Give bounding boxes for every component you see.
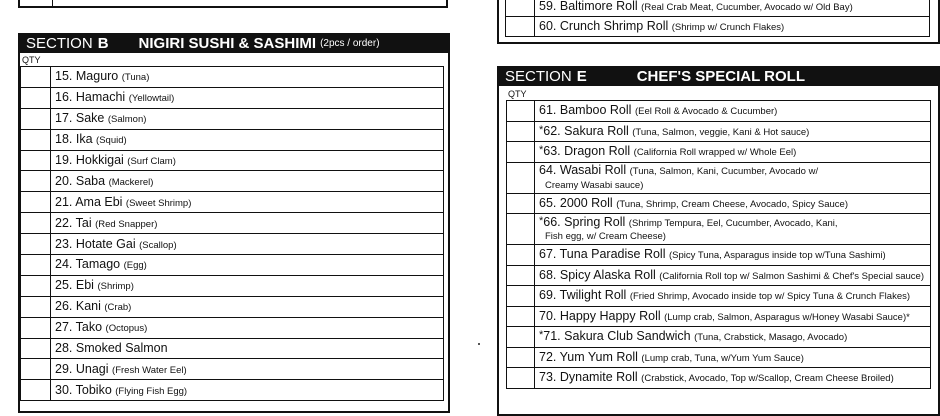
item-description-line2: Fish egg, w/ Cream Cheese) (545, 231, 666, 242)
qty-cell[interactable] (21, 108, 51, 129)
item-number: 64. (539, 163, 557, 178)
item-name: Dragon Roll (564, 144, 631, 159)
item-description: (Surf Clam) (127, 155, 176, 167)
item-number: 65. (539, 195, 557, 210)
item-cell (51, 296, 444, 317)
section_b-row (21, 150, 444, 171)
item-description: (Salmon) (107, 114, 147, 126)
section_e-row (507, 245, 931, 266)
qty-cell[interactable] (21, 171, 51, 192)
section_e-row (507, 142, 931, 163)
item-cell (535, 0, 930, 17)
item-name: Hotate Gai (75, 236, 136, 251)
item-number: 26. (55, 299, 73, 314)
item-number: 16. (55, 90, 73, 105)
item-cell (51, 234, 444, 255)
item-number: 69. (539, 288, 557, 303)
qty-cell[interactable] (21, 234, 51, 255)
item-description: (Spicy Tuna, Asparagus inside top w/Tuna Sashimi) (668, 250, 886, 262)
item-name: Yum Yum Roll (559, 349, 638, 364)
item-number: 24. (55, 257, 73, 272)
section_b-row (21, 338, 444, 359)
item-cell (535, 327, 931, 348)
section-e-header (497, 66, 940, 86)
item-description: (Squid) (96, 135, 127, 147)
qty-cell[interactable] (21, 192, 51, 213)
qty-cell[interactable] (507, 327, 535, 348)
item-description: (Fresh Water Eel) (112, 364, 187, 376)
section_b-row (21, 213, 444, 234)
item-cell (51, 255, 444, 276)
item-cell (51, 338, 444, 359)
qty-cell[interactable] (507, 368, 535, 389)
item-name: Spring Roll (564, 214, 626, 229)
section_e-row (507, 306, 931, 327)
item-cell (51, 108, 444, 129)
item-number: 29. (55, 361, 73, 376)
item-number: 22. (55, 215, 73, 230)
star-marker: * (539, 123, 544, 136)
item-description: (Crab) (104, 302, 132, 314)
section-b-note: (2pcs / order) (320, 37, 380, 49)
section_b-row (21, 67, 444, 88)
item-name: Sakura Club Sandwich (564, 329, 691, 344)
section_b-row (21, 108, 444, 129)
star-marker: * (539, 214, 544, 227)
item-number: 27. (55, 320, 73, 335)
star-marker: * (539, 144, 544, 157)
section_e-row (507, 265, 931, 286)
section_e-row (507, 162, 931, 193)
section_b-row (21, 171, 444, 192)
item-name: Crunch Shrimp Roll (559, 18, 669, 33)
item-number: 70. (539, 308, 557, 323)
star-marker: * (539, 329, 544, 342)
section_b-row (21, 359, 444, 380)
item-name: Ama Ebi (75, 194, 123, 209)
item-description: (Octopus) (105, 323, 148, 335)
item-cell (51, 359, 444, 380)
qty-cell[interactable] (507, 347, 535, 368)
qty-cell[interactable] (507, 306, 535, 327)
section_e-row (507, 214, 931, 245)
section-b-title: NIGIRI SUSHI & SASHIMI (138, 34, 317, 52)
section-e-title: CHEF'S SPECIAL ROLL (636, 67, 806, 85)
item-number: 15. (55, 69, 73, 84)
item-description: (Mackerel) (108, 176, 154, 188)
item-number: 71. (543, 329, 561, 344)
item-description: (Red Snapper) (95, 218, 158, 230)
previous-section-right-table (505, 0, 930, 37)
item-number: 28. (55, 340, 73, 355)
item-name: Sakura Roll (564, 123, 629, 138)
item-name: 2000 Roll (559, 195, 613, 210)
section_e-row (507, 193, 931, 214)
item-description: (Flying Fish Egg) (115, 385, 188, 397)
section_b-row (21, 129, 444, 150)
item-number: 17. (55, 111, 73, 126)
item-name: Tai (75, 215, 92, 230)
section_b-row (21, 255, 444, 276)
section_b-row (21, 87, 444, 108)
section-b-header (18, 33, 450, 53)
item-name: Smoked Salmon (75, 340, 168, 355)
item-cell (51, 192, 444, 213)
item-description: (Tuna, Shrimp, Cream Cheese, Avocado, Spicy Sauce) (616, 198, 848, 210)
qty-cell[interactable] (21, 67, 51, 88)
item-name: Spicy Alaska Roll (559, 267, 656, 282)
item-description: (Tuna, Crabstick, Masago, Avocado) (694, 332, 848, 344)
item-number: 19. (55, 152, 73, 167)
item-cell (535, 162, 931, 193)
item-cell (51, 317, 444, 338)
item-name: Tamago (75, 257, 121, 272)
item-description: (Tuna, Salmon, Kani, Cucumber, Avocado w/ (629, 166, 819, 178)
item-number: 25. (55, 278, 73, 293)
item-cell (51, 380, 444, 401)
item-cell (51, 171, 444, 192)
section_e-row (507, 286, 931, 307)
section_e-row (507, 347, 931, 368)
section_b-row (21, 234, 444, 255)
previous-section-stub (18, 0, 448, 8)
section-b-letter: B (97, 34, 109, 52)
item-name: Tobiko (75, 382, 112, 397)
top_right-row (506, 17, 930, 37)
item-number: 63. (543, 144, 561, 159)
item-cell (535, 214, 931, 245)
item-description: (Shrimp w/ Crunch Flakes) (671, 21, 785, 33)
item-name: Ika (75, 132, 93, 147)
item-name: Bamboo Roll (559, 103, 632, 118)
item-description: (Lump crab, Tuna, w/Yum Yum Sauce) (641, 352, 804, 364)
item-cell (535, 347, 931, 368)
section-e-table (506, 100, 931, 389)
item-name: Tuna Paradise Roll (559, 247, 666, 262)
section-e-label: SECTION (505, 67, 572, 85)
qty-cell[interactable] (21, 150, 51, 171)
item-name: Dynamite Roll (559, 370, 638, 385)
item-number: 60. (539, 18, 557, 33)
section_e-row (507, 368, 931, 389)
qty-cell[interactable] (21, 296, 51, 317)
item-description: (Shrimp Tempura, Eel, Cucumber, Avocado, Kani, (628, 217, 838, 229)
section-e-qty-label: QTY (508, 89, 527, 99)
item-cell (535, 368, 931, 389)
previous-section-right (497, 0, 940, 44)
item-cell (51, 150, 444, 171)
qty-cell[interactable] (507, 121, 535, 142)
section_b-row (21, 380, 444, 401)
item-name: Unagi (75, 361, 109, 376)
item-cell (51, 213, 444, 234)
top_right-row (506, 0, 930, 17)
item-description: (Crabstick, Avocado, Top w/Scallop, Cream Cheese Broiled) (641, 373, 894, 385)
qty-cell[interactable] (506, 0, 535, 17)
item-name: Saba (75, 173, 106, 188)
item-number: 68. (539, 267, 557, 282)
item-number: 20. (55, 173, 73, 188)
item-number: 23. (55, 236, 73, 251)
qty-cell[interactable] (507, 193, 535, 214)
section_b-row (21, 275, 444, 296)
qty-cell[interactable] (507, 265, 535, 286)
item-description: (Shrimp) (97, 281, 134, 293)
item-cell (51, 67, 444, 88)
item-description-line2: Creamy Wasabi sauce) (545, 179, 644, 191)
item-number: 73. (539, 370, 557, 385)
section_e-row (507, 121, 931, 142)
section-e-letter: E (576, 67, 587, 85)
item-number: 62. (543, 123, 561, 138)
qty-cell[interactable] (507, 101, 535, 122)
qty-cell[interactable] (21, 87, 51, 108)
item-description: (Fried Shrimp, Avocado inside top w/ Spicy Tuna & Crunch Flakes) (629, 291, 911, 303)
item-number: 59. (539, 0, 557, 13)
item-description: (Tuna) (121, 72, 150, 84)
section-b-label: SECTION (26, 34, 93, 52)
qty-cell[interactable] (21, 213, 51, 234)
item-description: (Egg) (123, 260, 147, 272)
qty-cell[interactable] (21, 275, 51, 296)
item-description: (Sweet Shrimp) (125, 197, 192, 209)
item-number: 61. (539, 103, 557, 118)
qty-cell[interactable] (507, 214, 535, 245)
item-description: (Real Crab Meat, Cucumber, Avocado w/ Old Bay) (641, 1, 853, 13)
qty-cell[interactable] (507, 142, 535, 163)
item-number: 72. (539, 349, 557, 364)
item-description: (Eel Roll & Avocado & Cucumber) (634, 106, 778, 118)
section_b-row (21, 192, 444, 213)
item-number: 18. (55, 132, 73, 147)
item-number: 67. (539, 247, 557, 262)
item-name: Maguro (75, 69, 119, 84)
section_b-row (21, 296, 444, 317)
item-cell (51, 129, 444, 150)
qty-cell[interactable] (21, 317, 51, 338)
qty-cell[interactable] (507, 245, 535, 266)
item-name: Happy Happy Roll (559, 308, 661, 323)
qty-cell[interactable] (506, 17, 535, 37)
item-name: Baltimore Roll (559, 0, 638, 13)
qty-cell[interactable] (507, 286, 535, 307)
item-cell (535, 142, 931, 163)
item-name: Hamachi (75, 90, 126, 105)
item-description: (Yellowtail) (128, 93, 175, 105)
section-b-table (20, 66, 444, 401)
item-cell (535, 286, 931, 307)
item-description: (Lump crab, Salmon, Asparagus w/Honey Wasabi Sauce)* (664, 311, 910, 323)
item-cell (51, 275, 444, 296)
item-cell (51, 87, 444, 108)
section_e-row (507, 101, 931, 122)
item-description: (California Roll top w/ Salmon Sashimi & Chef's Special sauce) (659, 270, 924, 282)
item-name: Tako (75, 320, 103, 335)
item-cell (535, 306, 931, 327)
item-name: Hokkigai (75, 152, 124, 167)
qty-cell[interactable] (21, 380, 51, 401)
item-number: 66. (543, 214, 561, 229)
qty-cell[interactable] (21, 129, 51, 150)
item-cell (535, 245, 931, 266)
item-description: (Tuna, Salmon, veggie, Kani & Hot sauce) (632, 126, 810, 138)
qty-cell[interactable] (21, 338, 51, 359)
item-cell (535, 265, 931, 286)
item-cell (535, 101, 931, 122)
item-cell (535, 17, 930, 37)
item-cell (535, 193, 931, 214)
item-name: Ebi (75, 278, 94, 293)
qty-cell[interactable] (21, 359, 51, 380)
qty-cell[interactable] (21, 255, 51, 276)
section_b-row (21, 317, 444, 338)
item-description: (California Roll wrapped w/ Whole Eel) (633, 147, 797, 159)
section-b-qty-label: QTY (22, 55, 41, 65)
section_e-row (507, 327, 931, 348)
stray-mark (478, 343, 480, 345)
qty-cell[interactable] (507, 162, 535, 193)
item-description: (Scallop) (139, 239, 177, 251)
item-number: 21. (55, 194, 73, 209)
item-cell (535, 121, 931, 142)
item-number: 30. (55, 382, 73, 397)
item-name: Wasabi Roll (559, 163, 627, 178)
item-name: Twilight Roll (559, 288, 627, 303)
item-name: Sake (75, 111, 105, 126)
item-name: Kani (75, 299, 101, 314)
